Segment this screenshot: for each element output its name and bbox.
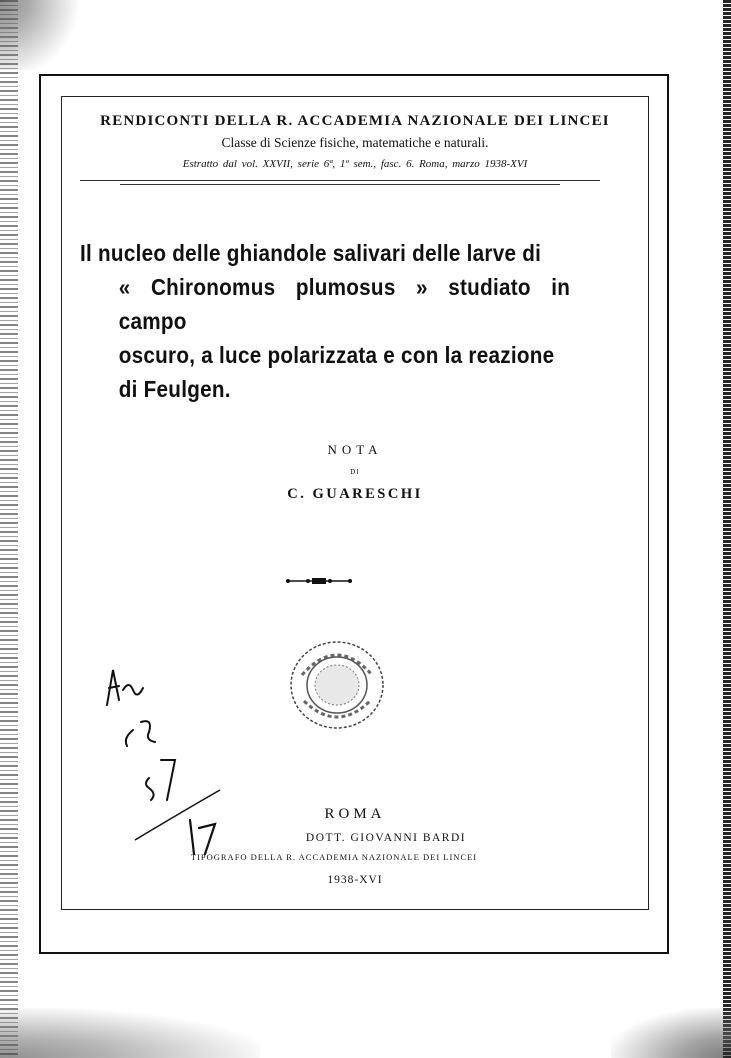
article-title [80, 236, 570, 406]
extract-info: Estratto dal vol. XXVII, serie 6ª, 1º sem., fasc. 6. Roma, marzo 1938-XVI [182, 158, 528, 170]
handwritten-shelfmark-icon [95, 660, 245, 860]
imprint-city: ROMA [324, 806, 386, 822]
title-line-3: oscuro, a luce polarizzata e con la reazione [118, 342, 555, 368]
nota-label: NOTA [327, 442, 383, 457]
scan-shadow-top-left [0, 0, 90, 70]
header-rule-top [80, 180, 600, 181]
library-stamp-icon [282, 635, 392, 735]
journal-title: RENDICONTI DELLA R. ACCADEMIA NAZIONALE DEI LINCEI [100, 113, 610, 129]
scan-shadow-bottom-left [0, 1008, 260, 1058]
header-rule-bottom [120, 184, 560, 185]
imprint-publisher: DOTT. GIOVANNI BARDI [305, 832, 467, 844]
scan-edge-left [0, 0, 18, 1058]
scan-edge-right [723, 0, 731, 1058]
scan-shadow-bottom-right [611, 1008, 731, 1058]
journal-class: Classe di Scienze fisiche, matematiche e naturali. [221, 135, 489, 150]
ornament-divider-icon [284, 574, 354, 588]
author-name: C. GUARESCHI [287, 486, 423, 502]
di-label: DI [350, 468, 360, 476]
imprint-printer: TIPOGRAFO DELLA R. ACCADEMIA NAZIONALE DEI LINCEI [190, 852, 478, 862]
title-line-4: di Feulgen. [118, 376, 231, 402]
title-line-2: « Chironomus plumosus » studiato in campo [118, 274, 571, 334]
imprint-year: 1938-XVI [327, 874, 383, 886]
title-line-1: Il nucleo delle ghiandole salivari delle larve di [80, 240, 542, 266]
